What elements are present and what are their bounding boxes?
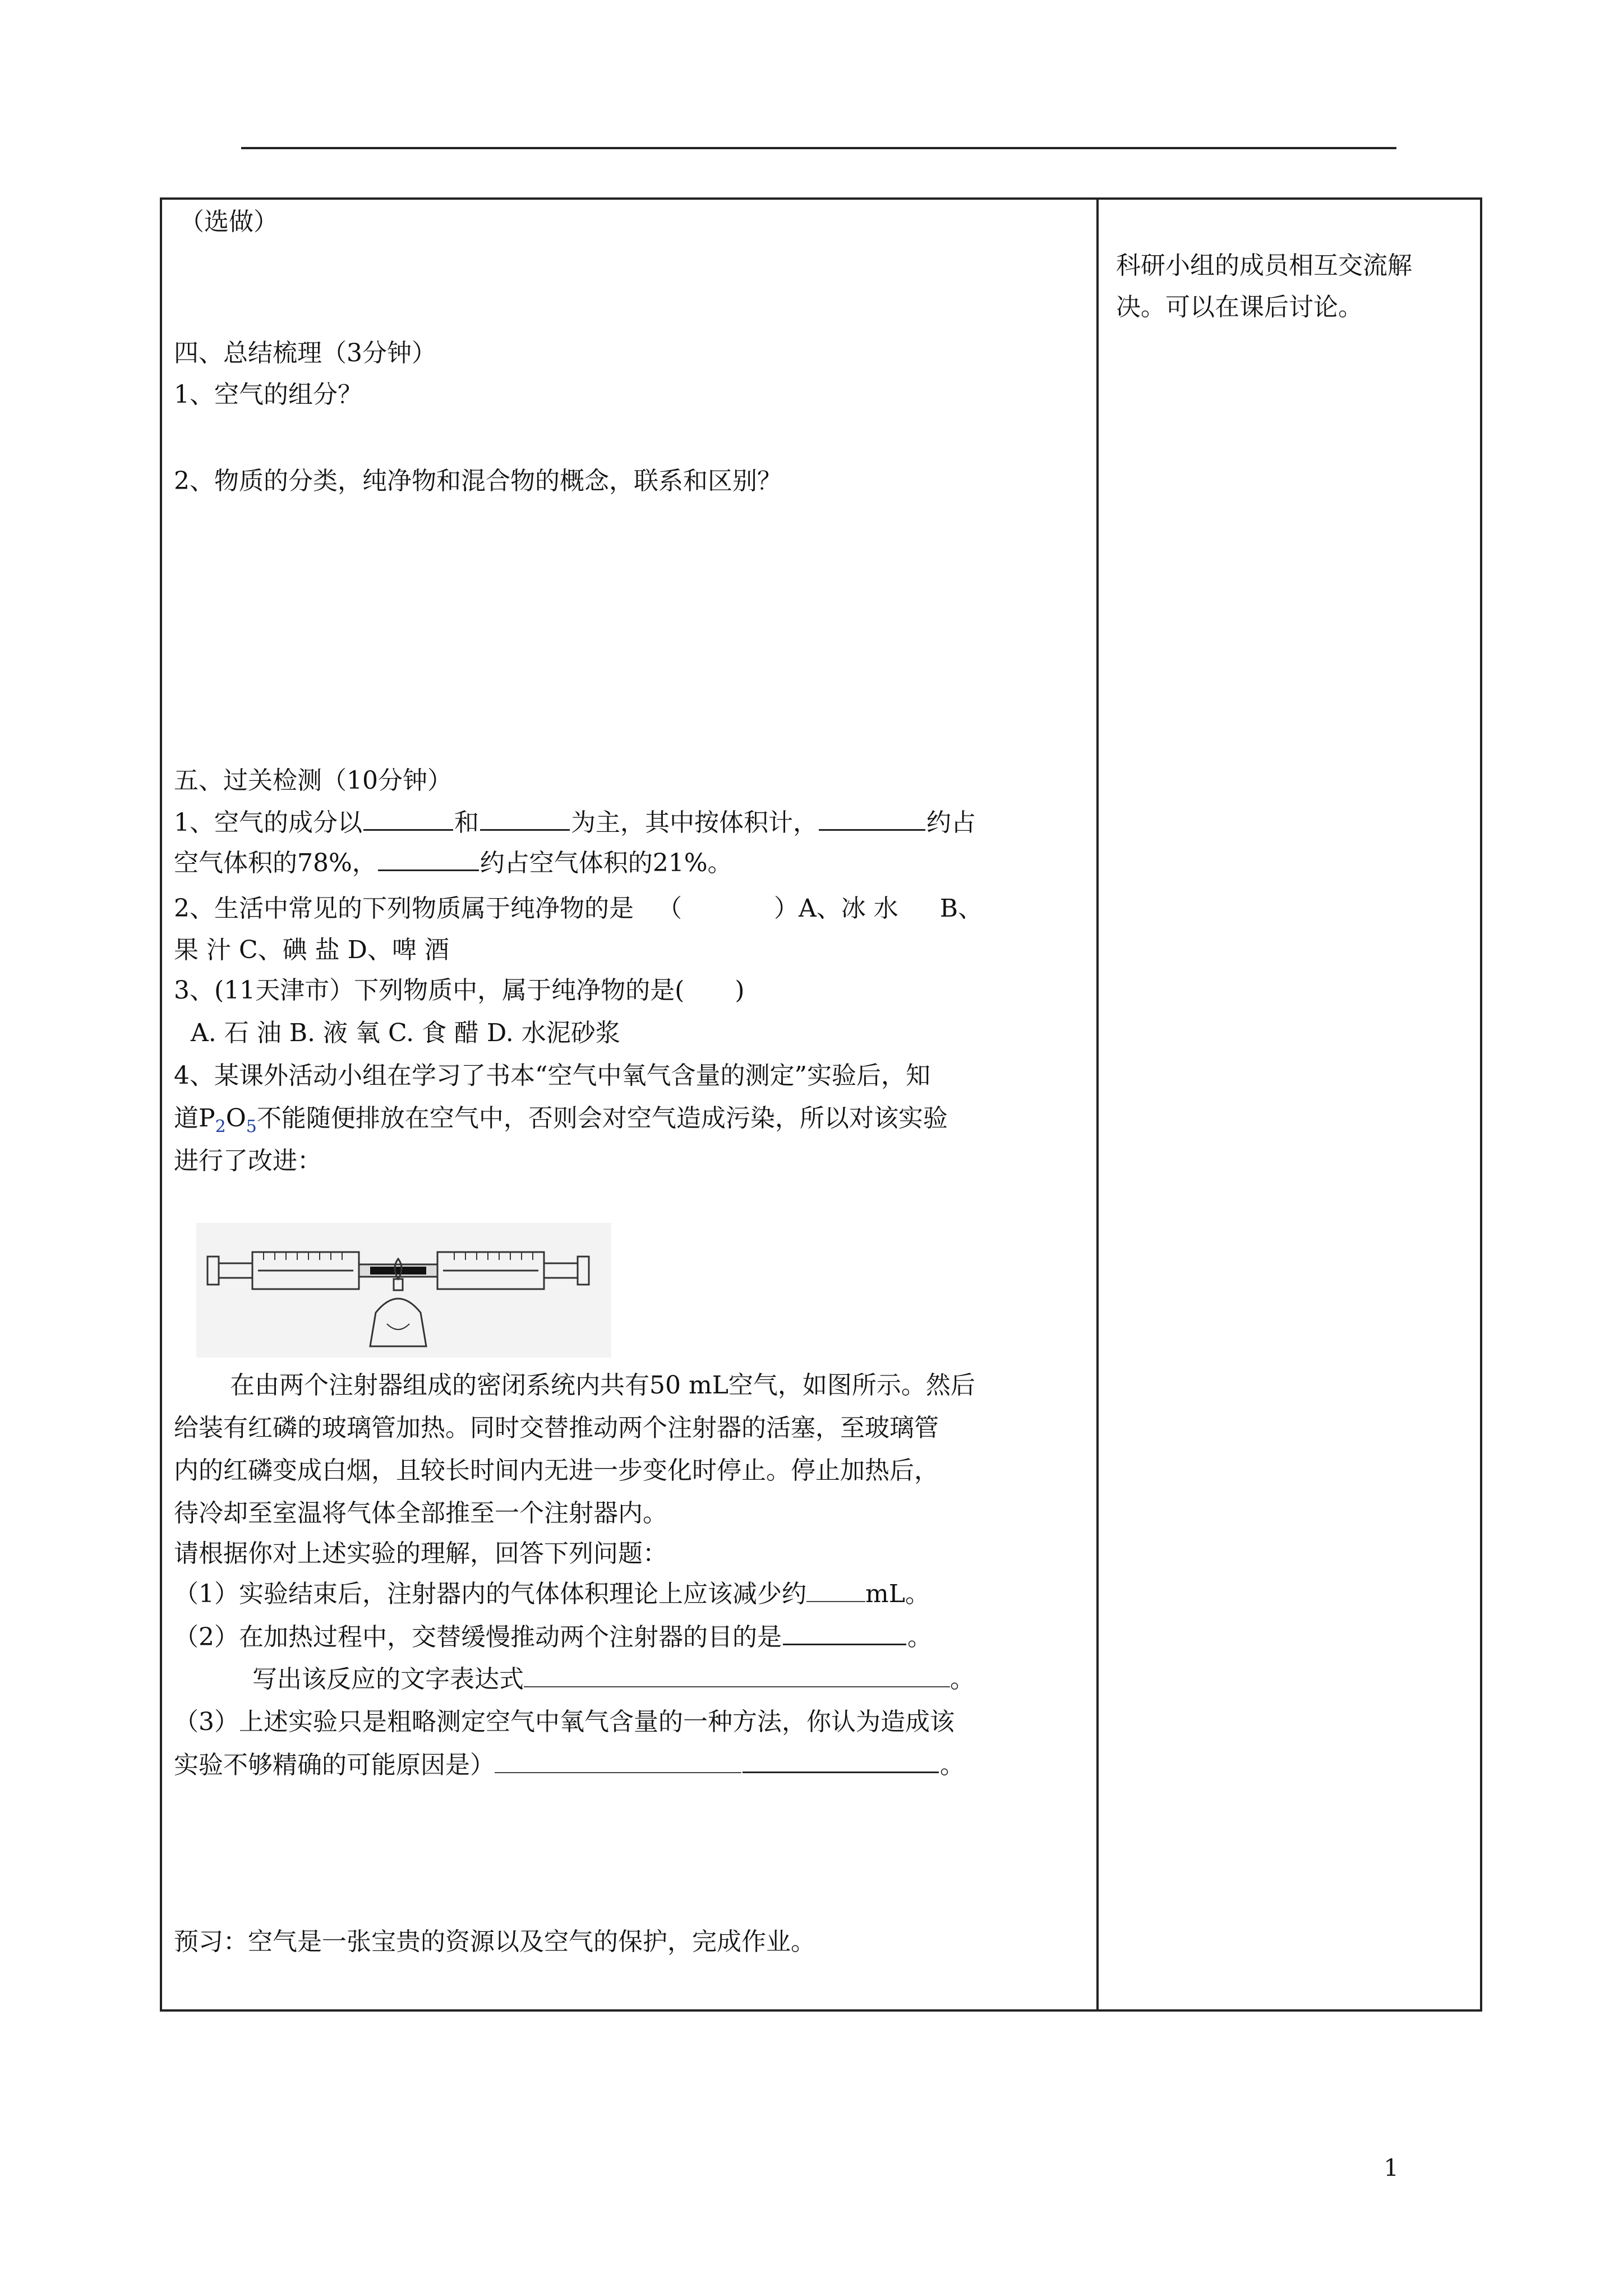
blank[interactable] — [524, 1663, 950, 1687]
side-note-line1: 科研小组的成员相互交流解 — [1116, 251, 1412, 280]
blank[interactable] — [480, 806, 570, 831]
blank[interactable] — [819, 806, 925, 831]
optional-label: （选做） — [179, 208, 278, 236]
blank[interactable] — [743, 1748, 939, 1773]
summary-q2: 2、物质的分类，纯净物和混合物的概念，联系和区别？ — [174, 467, 782, 495]
header-rule — [241, 147, 1396, 149]
test-q1-line2: 空气体积的78%， 约占空气体积的21%。 — [174, 846, 732, 880]
test-heading: 五、过关检测（10分钟） — [174, 766, 452, 795]
preview-note: 预习：空气是一张宝贵的资源以及空气的保护，完成作业。 — [174, 1927, 815, 1956]
blank[interactable] — [783, 1620, 906, 1645]
test-q4-line2: 道$P_2O_5$不能随便排放在空气中，否则会对空气造成污染，所以对该实验 — [174, 1104, 948, 1137]
experiment-para-line1: 在由两个注射器组成的密闭系统内共有50 mL空气，如图所示。然后 — [230, 1371, 975, 1400]
test-q3-options: A. 石 油 B. 液 氧 C. 食 醋 D. 水泥砂浆 — [191, 1019, 620, 1047]
test-q2-line2: 果 汁 C、碘 盐 D、啤 酒 — [174, 936, 449, 964]
blank[interactable] — [363, 806, 453, 831]
blank[interactable] — [806, 1577, 865, 1602]
blank[interactable] — [495, 1749, 741, 1773]
column-divider — [1096, 197, 1099, 2012]
test-q4-line3: 进行了改进： — [174, 1147, 322, 1175]
page-number: 1 — [1384, 2154, 1399, 2182]
sub-question-1: （1）实验结束后，注射器内的气体体积理论上应该减少约 mL。 — [174, 1577, 930, 1611]
test-q3-line1: 3、(11天津市）下列物质中，属于纯净物的是( ) — [174, 976, 745, 1005]
questions-prompt: 请根据你对上述实验的理解，回答下列问题： — [174, 1539, 667, 1568]
sub-question-2-line2: 写出该反应的文字表达式 。 — [252, 1663, 975, 1696]
sub-question-3-line1: （3）上述实验只是粗略测定空气中氧气含量的一种方法，你认为造成该 — [174, 1708, 955, 1736]
experiment-para-line4: 待冷却至室温将气体全部推至一个注射器内。 — [174, 1499, 667, 1527]
experiment-para-line3: 内的红磷变成白烟，且较长时间内无进一步变化时停止。停止加热后， — [174, 1456, 939, 1485]
side-note-line2: 决。可以在课后讨论。 — [1116, 293, 1363, 321]
blank[interactable] — [378, 846, 479, 871]
syringe-apparatus-diagram — [196, 1223, 611, 1358]
sub-question-3-line2: 实验不够精确的可能原因是） 。 — [174, 1748, 965, 1782]
summary-heading: 四、总结梳理（3分钟） — [174, 339, 436, 367]
test-q2-line1: 2、生活中常见的下列物质属于纯净物的是 （ ）A、冰 水 B、 — [174, 894, 983, 923]
experiment-para-line2: 给装有红磷的玻璃管加热。同时交替推动两个注射器的活塞，至玻璃管 — [174, 1414, 939, 1442]
test-q4-line1: 4、某课外活动小组在学习了书本“空气中氧气含量的测定”实验后，知 — [174, 1061, 930, 1090]
summary-q1: 1、空气的组分？ — [174, 380, 362, 409]
sub-question-2: （2）在加热过程中，交替缓慢推动两个注射器的目的是 。 — [174, 1620, 932, 1654]
test-q1-line1: 1、空气的成分以 和 为主，其中按体积计， 约占 — [174, 806, 976, 840]
